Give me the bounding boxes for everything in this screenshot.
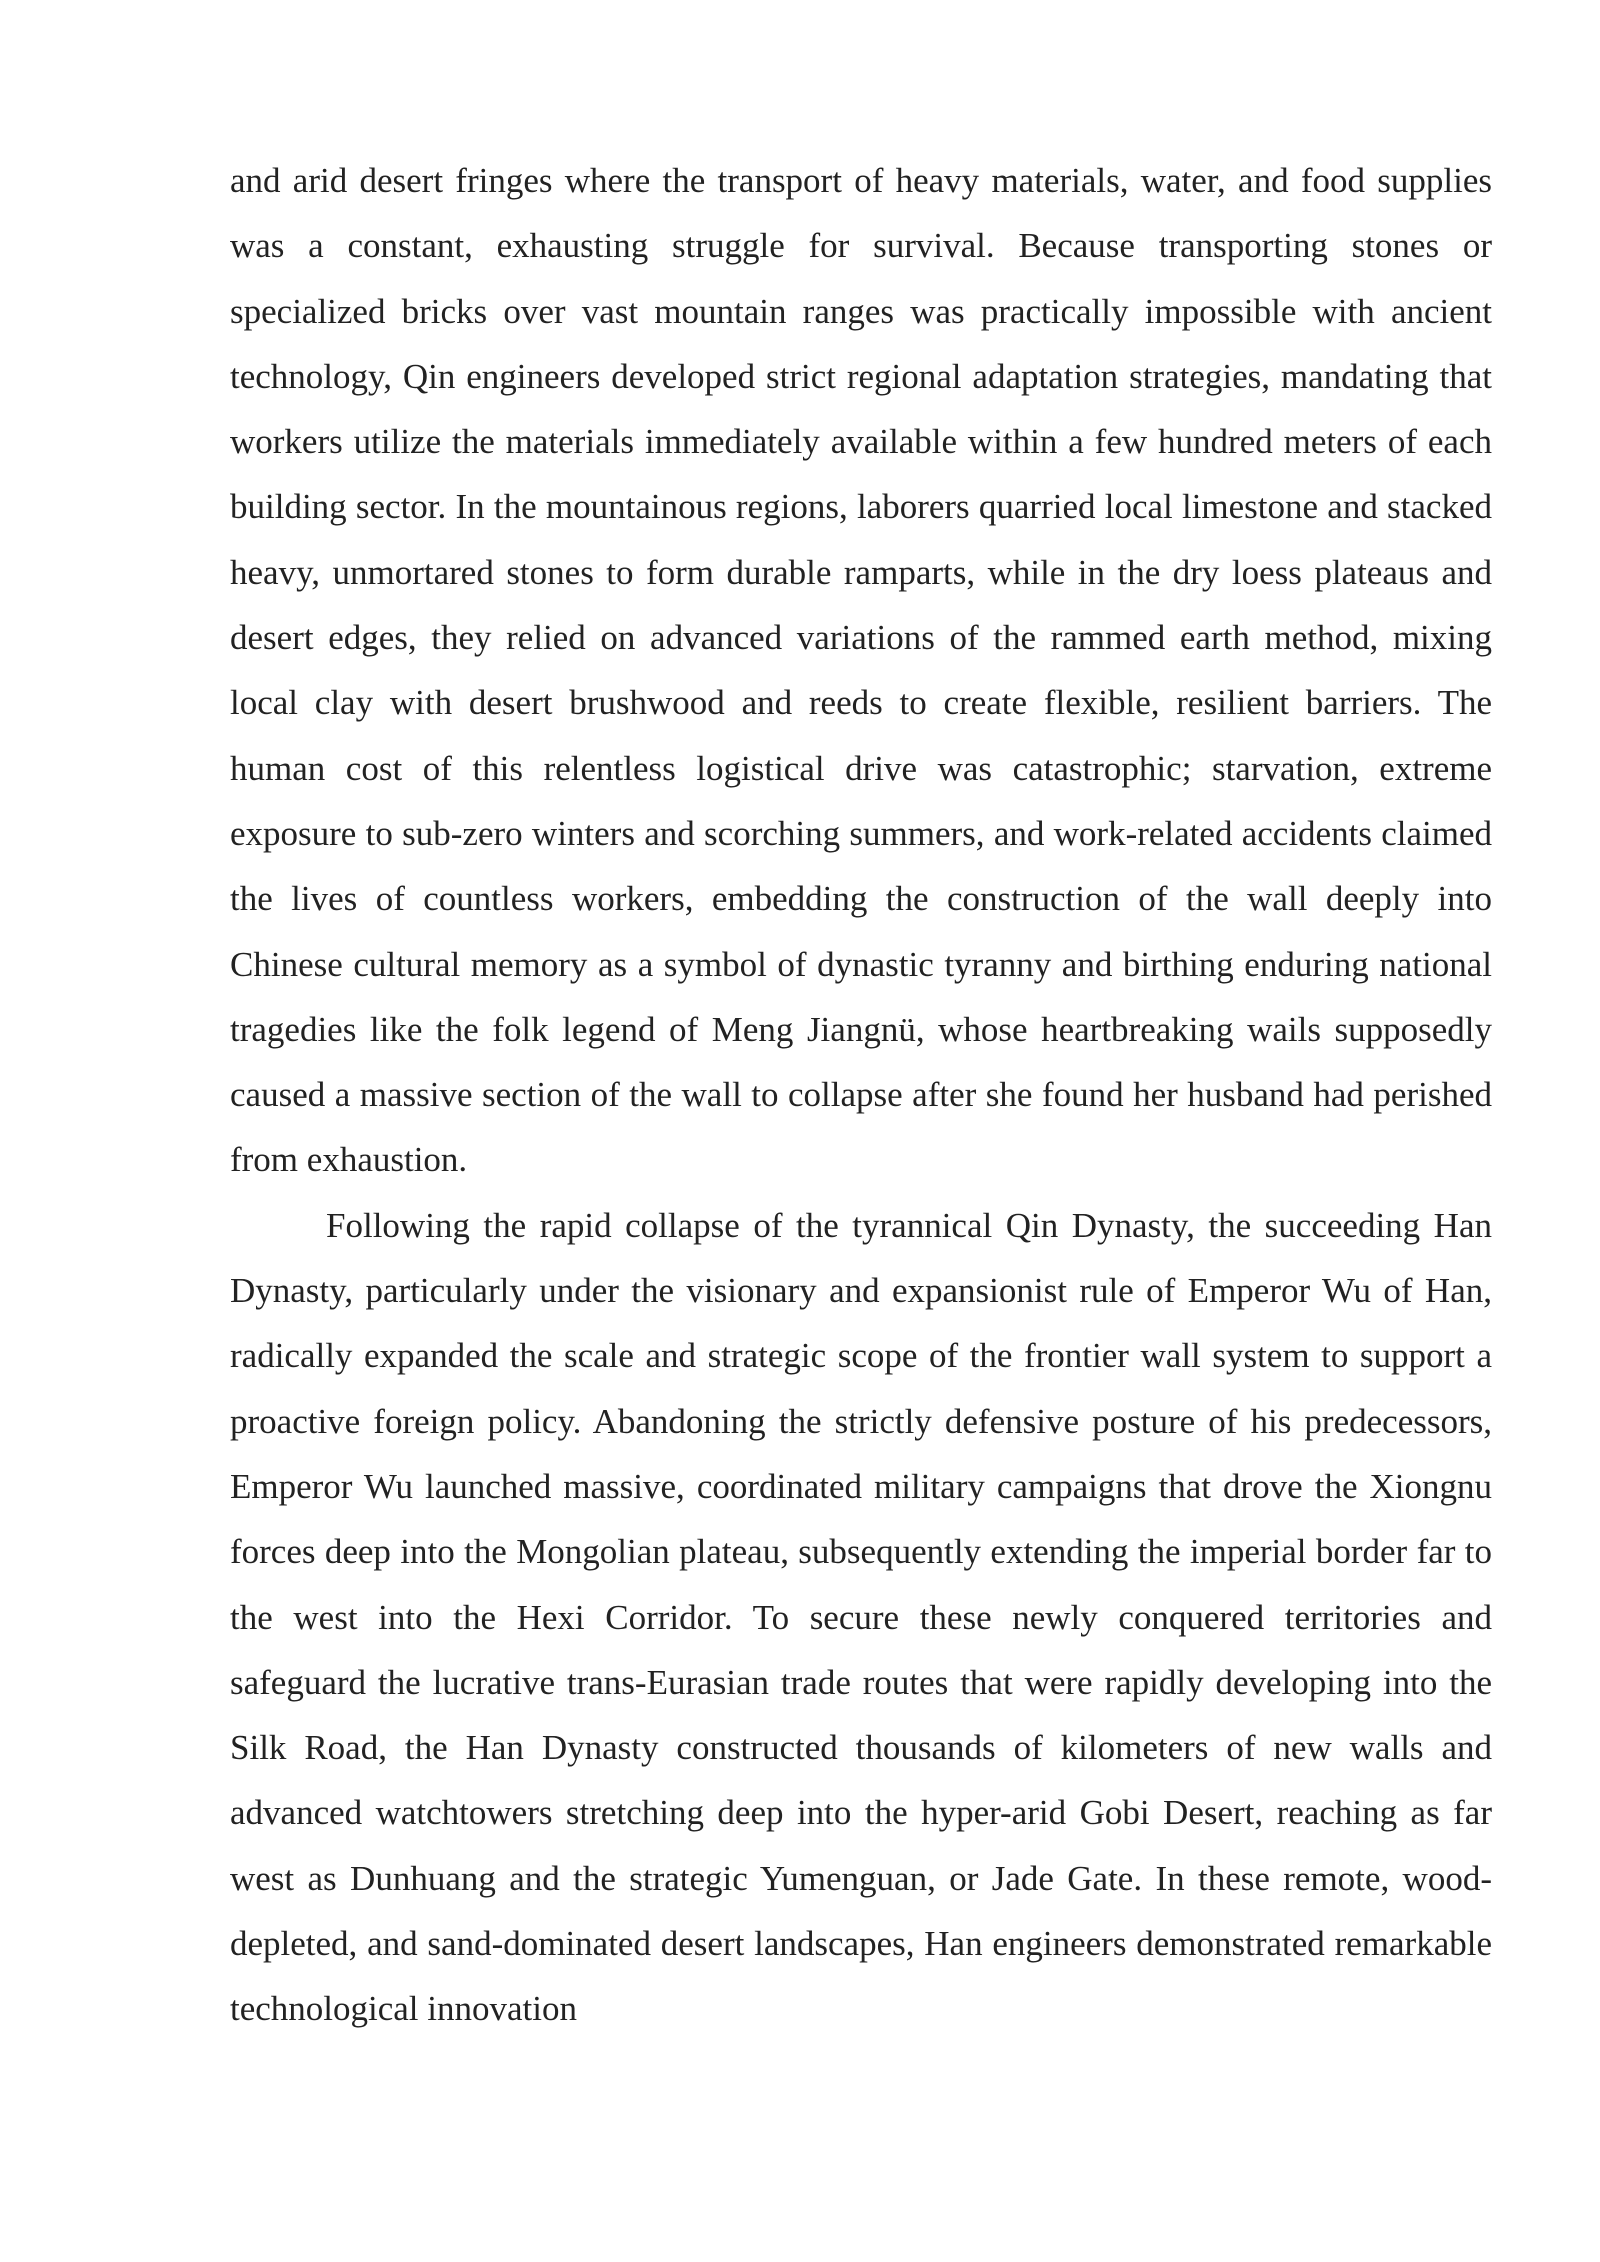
- paragraph-continuation: and arid desert fringes where the transport of heavy materials, water, and food supplies was a constant, exhausting struggle for survival. Because transporting stones or specialized bricks over vast mountain ranges was practically impossible with ancient technology, Qin engineers developed strict regional adaptation strategies, mandating that workers utilize the materials immediately available within a few hundred meters of each building sector. In the mountainous regions, laborers quarried local limestone and stacked heavy, unmortared stones to form durable ramparts, while in the dry loess plateaus and desert edges, they relied on advanced variations of the rammed earth method, mixing local clay with desert brushwood and reeds to create flexible, resilient barriers. The human cost of this relentless logistical drive was catastrophic; starvation, extreme exposure to sub-zero winters and scorching summers, and work-related accidents claimed the lives of countless workers, embedding the construction of the wall deeply into Chinese cultural memory as a symbol of dynastic tyranny and birthing enduring national tragedies like the folk legend of Meng Jiangnü, whose heartbreaking wails supposedly caused a massive section of the wall to collapse after she found her husband had perished from exhaustion.: [230, 161, 1492, 1180]
- paragraph-han-dynasty: Following the rapid collapse of the tyrannical Qin Dynasty, the succeeding Han Dynasty, particularly under the visionary and expansionist rule of Emperor Wu of Han, radically expanded the scale and strategic scope of the frontier wall system to support a proactive foreign policy. Abandoning the strictly defensive posture of his predecessors, Emperor Wu launched massive, coordinated military campaigns that drove the Xiongnu forces deep into the Mongolian plateau, subsequently extending the imperial border far to the west into the Hexi Corridor. To secure these newly conquered territories and safeguard the lucrative trans-Eurasian trade routes that were rapidly developing into the Silk Road, the Han Dynasty constructed thousands of kilometers of new walls and advanced watchtowers stretching deep into the hyper-arid Gobi Desert, reaching as far west as Dunhuang and the strategic Yumenguan, or Jade Gate. In these remote, wood-depleted, and sand-dominated desert landscapes, Han engineers demonstrated remarkable technological innovation: [230, 1205, 1492, 2029]
- body-text: [230, 148, 1492, 2042]
